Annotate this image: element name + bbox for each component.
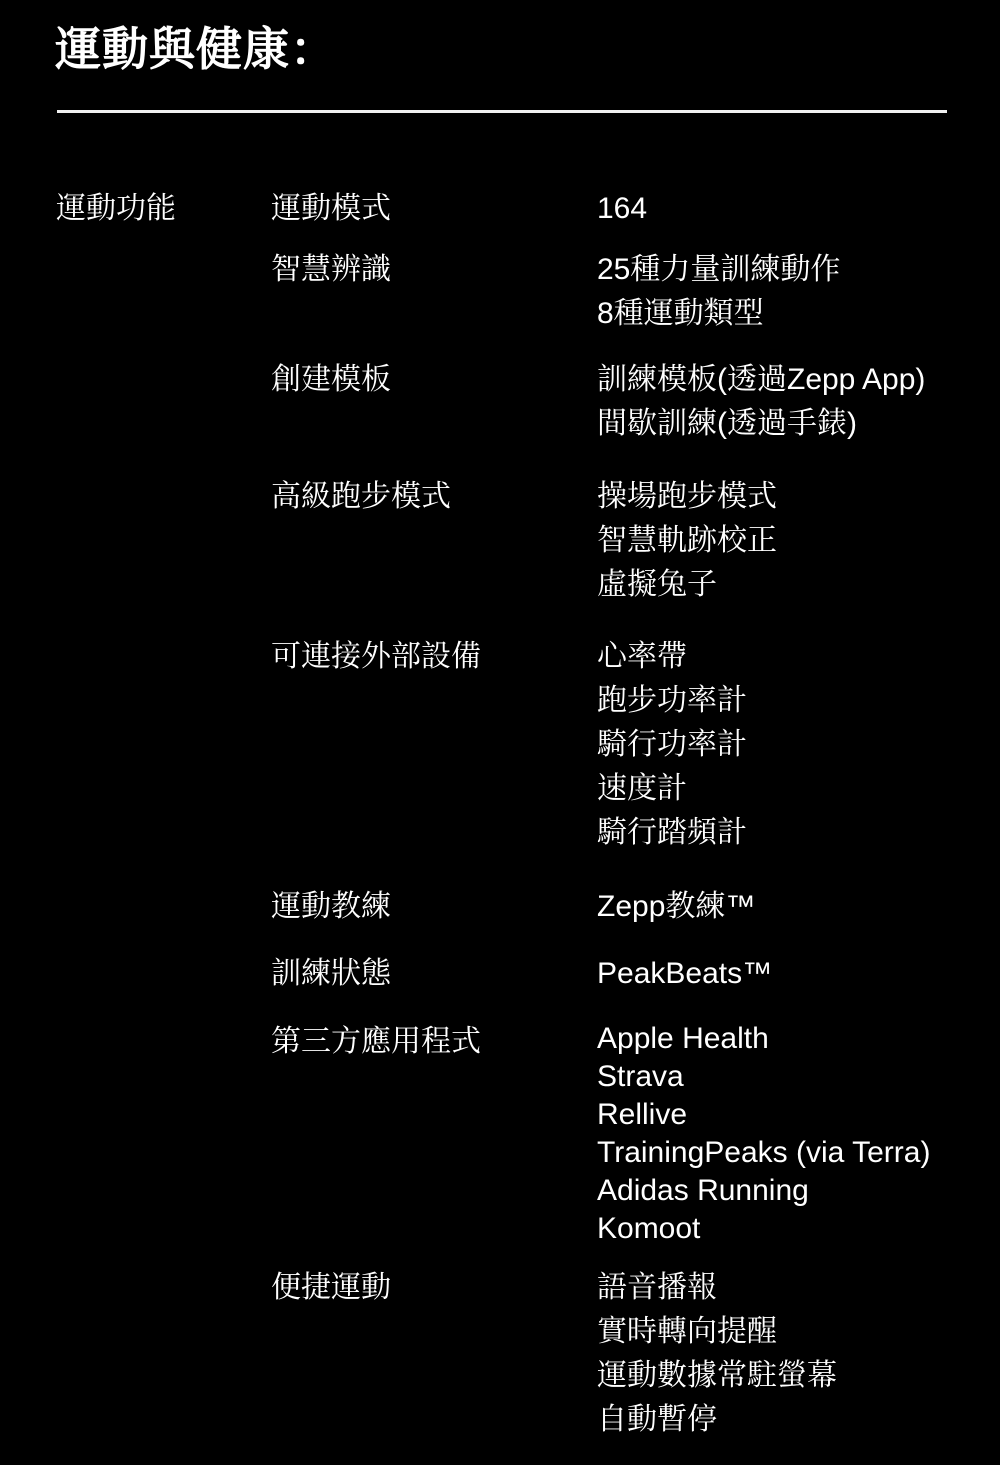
spec-value-line: Strava	[597, 1060, 684, 1093]
spec-value-line: TrainingPeaks (via Terra)	[597, 1136, 931, 1169]
spec-label: 創建模板	[271, 363, 391, 396]
spec-values	[597, 1266, 980, 1442]
spec-group-sports-coach	[271, 885, 980, 929]
spec-values	[597, 1020, 980, 1248]
spec-value-line: 速度計	[597, 772, 687, 805]
section-title: 運動與健康：	[55, 23, 337, 75]
spec-value-line: 164	[597, 192, 648, 225]
spec-values	[597, 885, 980, 929]
spec-value-line: 騎行功率計	[597, 728, 747, 761]
spec-value-line: 實時轉向提醒	[597, 1315, 777, 1348]
spec-value-line: 騎行踏頻計	[597, 816, 747, 849]
spec-group-training-status	[271, 952, 980, 996]
spec-value-line: 虛擬兔子	[597, 568, 717, 601]
spec-values	[597, 248, 980, 336]
spec-value-line: 訓練模板(透過Zepp App)	[597, 363, 926, 396]
spec-label: 第三方應用程式	[271, 1025, 481, 1058]
spec-value-line: 間歇訓練(透過手錶)	[597, 407, 857, 440]
spec-group-advanced-running	[271, 475, 980, 607]
spec-value-line: 心率帶	[597, 640, 687, 673]
section-divider	[57, 110, 947, 113]
spec-label: 訓練狀態	[271, 957, 391, 990]
spec-values	[597, 475, 980, 607]
spec-values	[597, 952, 980, 996]
spec-value-line: Rellive	[597, 1098, 688, 1131]
spec-label: 智慧辨識	[271, 253, 391, 286]
spec-value-line: 操場跑步模式	[597, 480, 777, 513]
spec-value-line: 8種運動類型	[597, 297, 764, 330]
spec-values	[597, 187, 980, 231]
spec-group-sport-modes	[271, 187, 980, 231]
spec-value-line: 跑步功率計	[597, 684, 747, 717]
spec-value-line: 運動數據常駐螢幕	[597, 1359, 837, 1392]
spec-label: 運動模式	[271, 192, 391, 225]
spec-value-line: 25種力量訓練動作	[597, 253, 841, 286]
spec-group-external-devices	[271, 635, 980, 855]
spec-values	[597, 635, 980, 855]
spec-values	[597, 358, 980, 446]
spec-value-line: 語音播報	[597, 1271, 717, 1304]
spec-value-line: Komoot	[597, 1212, 701, 1245]
spec-label: 高級跑步模式	[271, 480, 451, 513]
spec-value-line: 智慧軌跡校正	[597, 524, 777, 557]
spec-group-convenient-sports	[271, 1266, 980, 1442]
spec-value-line: Apple Health	[597, 1022, 769, 1055]
category-label: 運動功能	[56, 192, 176, 225]
spec-value-line: PeakBeats™	[597, 957, 773, 990]
spec-group-create-templates	[271, 358, 980, 446]
spec-value-line: 自動暫停	[597, 1403, 717, 1436]
spec-label: 可連接外部設備	[271, 640, 481, 673]
spec-group-smart-recognition	[271, 248, 980, 336]
spec-label: 便捷運動	[271, 1271, 391, 1304]
spec-value-line: Zepp教練™	[597, 890, 756, 923]
spec-value-line: Adidas Running	[597, 1174, 809, 1207]
spec-label: 運動教練	[271, 890, 391, 923]
spec-group-third-party-apps	[271, 1020, 980, 1248]
